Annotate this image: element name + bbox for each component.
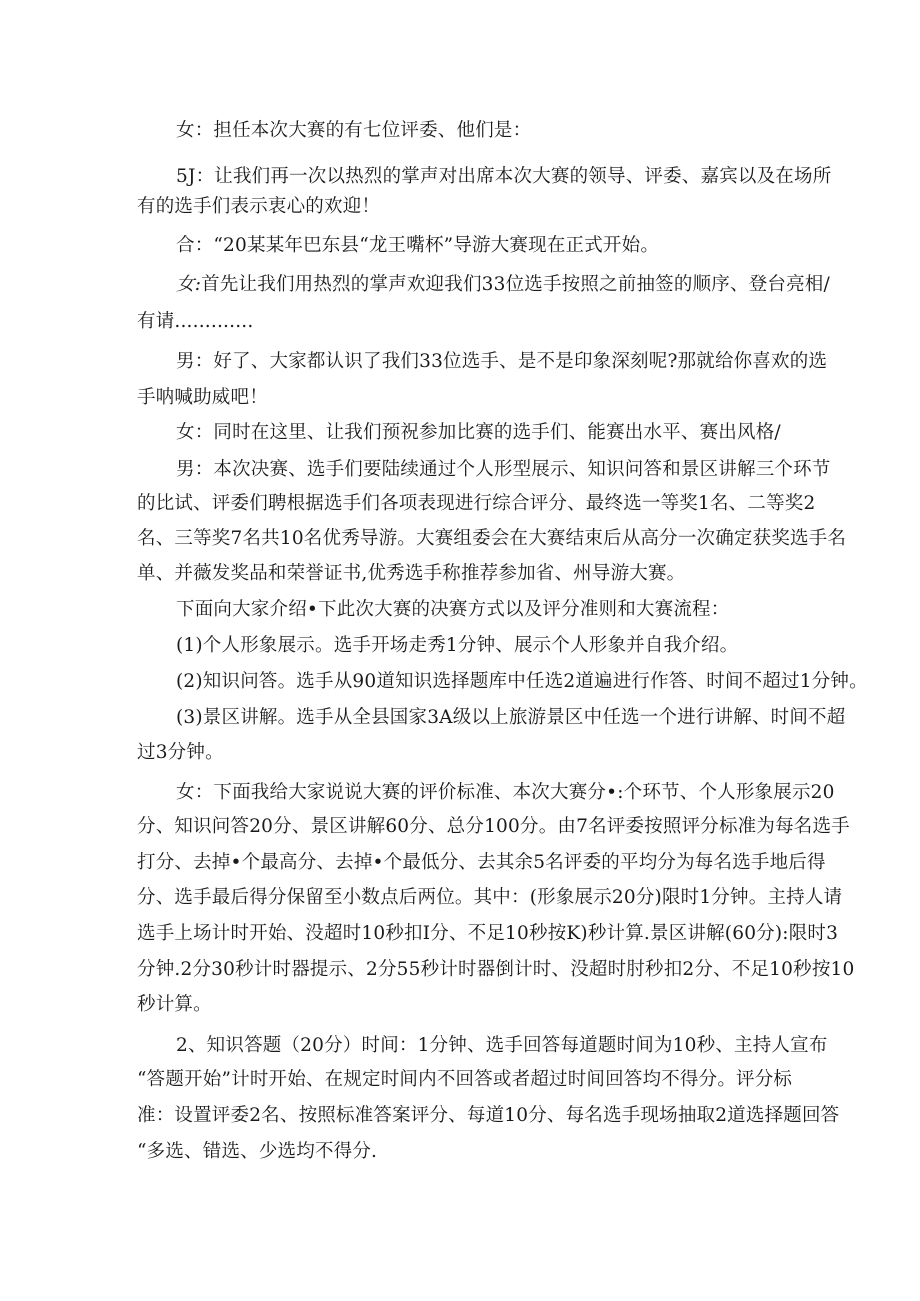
text-line: 名、三等奖7名共10名优秀导游。大赛组委会在大赛结束后从高分一次确定获奖选手名 [137, 528, 847, 549]
text-line: 准：设置评委2名、按照标准答案评分、每道10分、每名选手现场抽取2道选择题回答 [137, 1105, 840, 1126]
text-line: 分钟.2分30秒计时器提示、2分55秒计时器倒计时、没超时肘秒扣2分、不足10秒按10 [137, 959, 855, 980]
text-line: 女：担任本次大赛的有七位评委、他们是： [176, 120, 532, 141]
text-line: (3)景区讲解。选手从全县国家3A级以上旅游景区中任选一个进行讲解、时间不超 [176, 707, 846, 728]
text-line: 有的选手们表示衷心的欢迎！ [137, 196, 381, 217]
text-line: 女：同时在这里、让我们预祝参加比赛的选手们、能赛出水平、赛出风格/ [176, 422, 781, 443]
speaker-label: 女: [176, 274, 202, 295]
text-line: (2)知识问答。选手从90道知识选择题库中任选2道遍进行作答、时间不超过1分钟。 [176, 671, 868, 692]
text-line: 合：“20某某年巴东县“龙王嘴杯”导游大赛现在正式开始。 [176, 235, 660, 256]
text-line [176, 273, 830, 297]
text-line: 女：下面我给大家说说大赛的评价标准、本次大赛分•:个环节、个人形象展示20 [176, 782, 835, 803]
text-line: “多选、错选、少选均不得分. [137, 1141, 378, 1162]
text-line: 秒计算。 [137, 994, 212, 1015]
text-line: 手呐喊助威吧！ [137, 387, 268, 408]
text-line: 男：本次决赛、选手们要陆续通过个人形型展示、知识问答和景区讲解三个环节 [176, 459, 831, 480]
text-line: 过3分钟。 [137, 742, 224, 763]
text-line: (1)个人形象展示。选手开场走秀1分钟、展示个人形象并自我介绍。 [176, 635, 739, 656]
text-line: 的比试、评委们聘根据选手们各项表现进行综合评分、最终选一等奖1名、二等奖2 [137, 493, 816, 514]
text-line: 分、知识问答20分、景区讲解60分、总分100分。由7名评委按照评分标准为每名选手 [137, 816, 850, 837]
text-line: 分、选手最后得分保留至小数点后两位。其中：(形象展示20分)限时1分钟。主持人请 [137, 887, 843, 908]
text-line: 单、并薇发奖品和荣誉证书,优秀选手称推荐参加省、州导游大赛。 [137, 563, 686, 584]
line-text: 首先让我们用热烈的掌声欢迎我们33位选手按照之前抽签的顺序、登台亮相/ [201, 274, 830, 295]
text-line: 男：好了、大家都认识了我们33位选手、是不是印象深刻呢?那就给你喜欢的选 [176, 351, 828, 372]
text-line: 下面向大家介绍•下此次大赛的决赛方式以及评分准则和大赛流程： [176, 599, 730, 620]
text-line: 选手上场计时开始、没超时10秒扣I分、不足10秒按K)秒计算.景区讲解(60分):限时3 [137, 923, 839, 944]
text-line: 有请............. [137, 311, 254, 332]
text-line: 打分、去掉•个最高分、去掉•个最低分、去其余5名评委的平均分为每名选手地后得 [137, 852, 826, 873]
text-line: “答题开始”计时开始、在规定时间内不回答或者超过时间回答均不得分。评分标 [137, 1069, 793, 1090]
text-line: 2、知识答题（20分）时间：1分钟、选手回答每道题时间为10秒、主持人宣布 [176, 1035, 828, 1056]
text-line: 5J：让我们再一次以热烈的掌声对出席本次大赛的领导、评委、嘉宾以及在场所 [176, 166, 832, 187]
